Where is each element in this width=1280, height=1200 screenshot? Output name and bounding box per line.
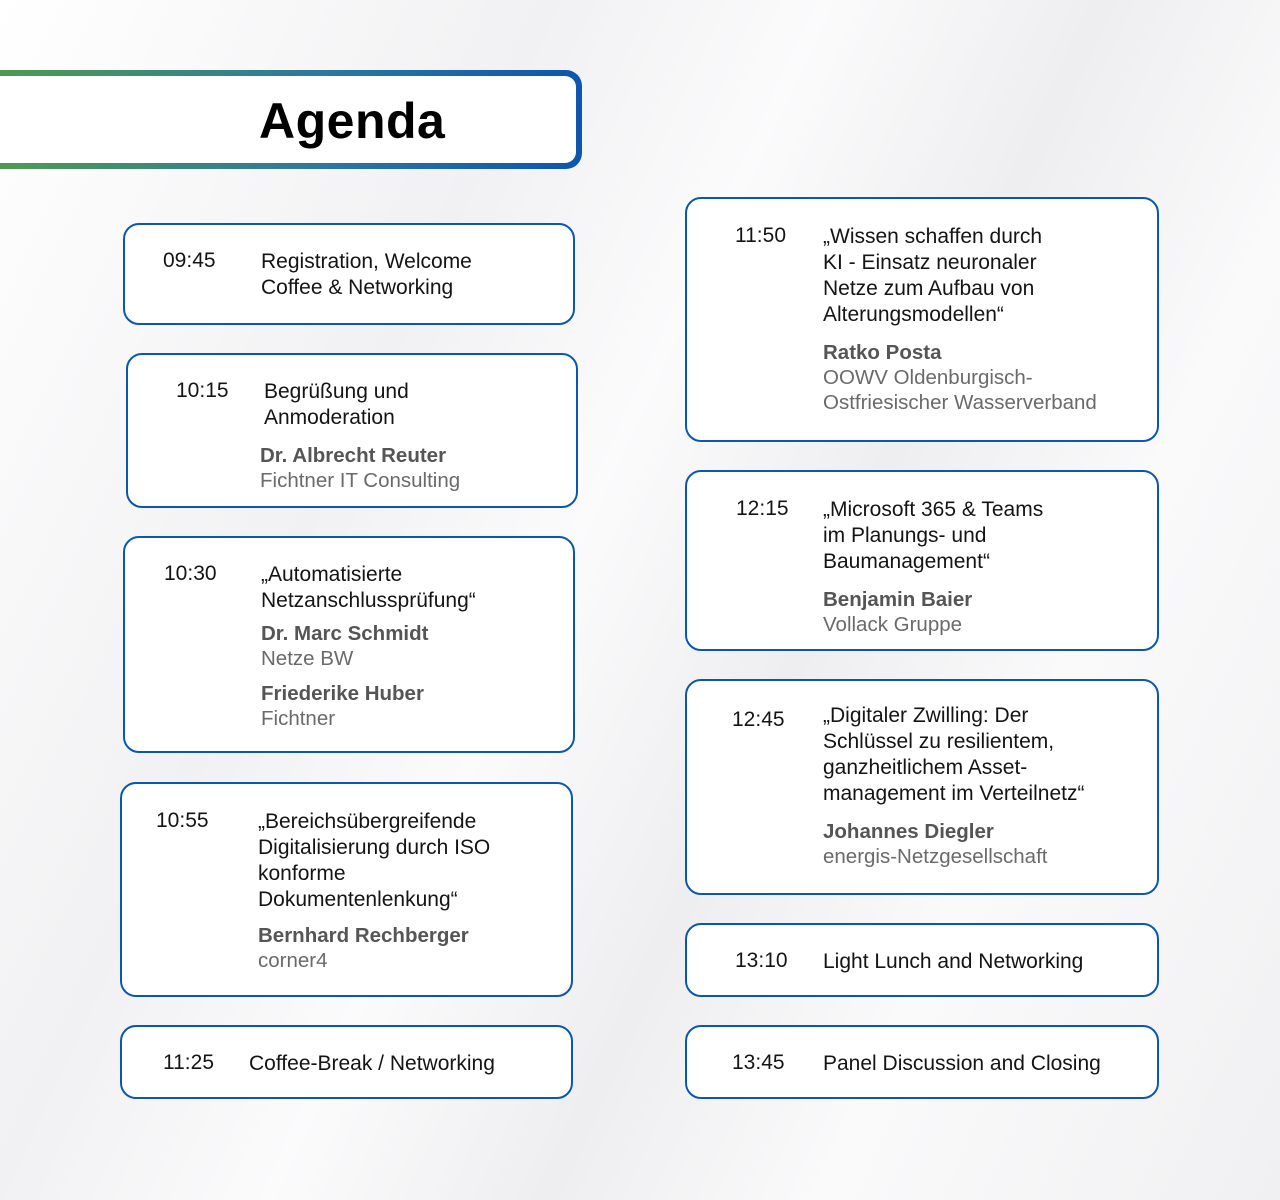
- session-time: 12:45: [732, 708, 785, 731]
- session-time: 11:50: [735, 224, 786, 247]
- agenda-item: [123, 536, 575, 753]
- title-banner-inner: [0, 76, 576, 163]
- session-time: 10:30: [164, 562, 217, 585]
- session-title: Coffee-Break / Networking: [249, 1052, 495, 1075]
- speaker-organization: Vollack Gruppe: [823, 613, 963, 636]
- speaker-organization: Fichtner: [261, 707, 336, 730]
- agenda-item: [685, 923, 1159, 997]
- session-title: „Wissen schaffen durch KI - Einsatz neuronaler Netze zum Aufbau von Alterungsmodellen“: [823, 225, 1043, 326]
- session-title: Light Lunch and Networking: [823, 950, 1084, 973]
- session-title: „Bereichsübergreifende Digitalisierung durch ISO konforme Dokumentenlenkung“: [258, 810, 491, 911]
- session-time: 09:45: [163, 249, 216, 272]
- session-time: 11:25: [163, 1051, 214, 1074]
- session-title: „Automatisierte Netzanschlussprüfung“: [261, 563, 476, 612]
- speaker-organization: Fichtner IT Consulting: [260, 469, 461, 492]
- speaker-organization: Netze BW: [261, 647, 354, 670]
- agenda-item: [123, 223, 575, 325]
- agenda-item: [685, 679, 1159, 895]
- title-banner: [0, 70, 582, 169]
- speaker-name: Ratko Posta: [823, 341, 942, 364]
- session-time: 10:15: [176, 379, 229, 402]
- speaker-name: Bernhard Rechberger: [258, 924, 469, 947]
- speaker-name: Dr. Albrecht Reuter: [260, 444, 447, 467]
- session-time: 10:55: [156, 809, 209, 832]
- speaker-name: Friederike Huber: [261, 682, 424, 705]
- session-time: 13:45: [732, 1051, 785, 1074]
- speaker-name: Dr. Marc Schmidt: [261, 622, 429, 645]
- session-title: „Digitaler Zwilling: Der Schlüssel zu resilientem, ganzheitlichem Asset- management im Verteilnetz“: [823, 704, 1085, 805]
- speaker-organization: OOWV Oldenburgisch- Ostfriesischer Wasserverband: [823, 366, 1097, 414]
- session-time: 12:15: [736, 497, 789, 520]
- agenda-item: [685, 197, 1159, 442]
- speaker-organization: corner4: [258, 949, 328, 972]
- speaker-organization: energis-Netzgesellschaft: [823, 845, 1048, 868]
- agenda-item: [126, 353, 578, 508]
- session-time: 13:10: [735, 949, 788, 972]
- agenda-item: [120, 1025, 573, 1099]
- session-title: Registration, Welcome Coffee & Networking: [261, 250, 472, 299]
- agenda-item: [685, 1025, 1159, 1099]
- session-title: „Microsoft 365 & Teams im Planungs- und Baumanagement“: [823, 498, 1044, 573]
- speaker-name: Johannes Diegler: [823, 820, 994, 843]
- agenda-item: [685, 470, 1159, 651]
- session-title: Begrüßung und Anmoderation: [264, 380, 409, 429]
- speaker-name: Benjamin Baier: [823, 588, 973, 611]
- session-title: Panel Discussion and Closing: [823, 1052, 1101, 1075]
- agenda-item: [120, 782, 573, 997]
- page-title: Agenda: [259, 93, 446, 149]
